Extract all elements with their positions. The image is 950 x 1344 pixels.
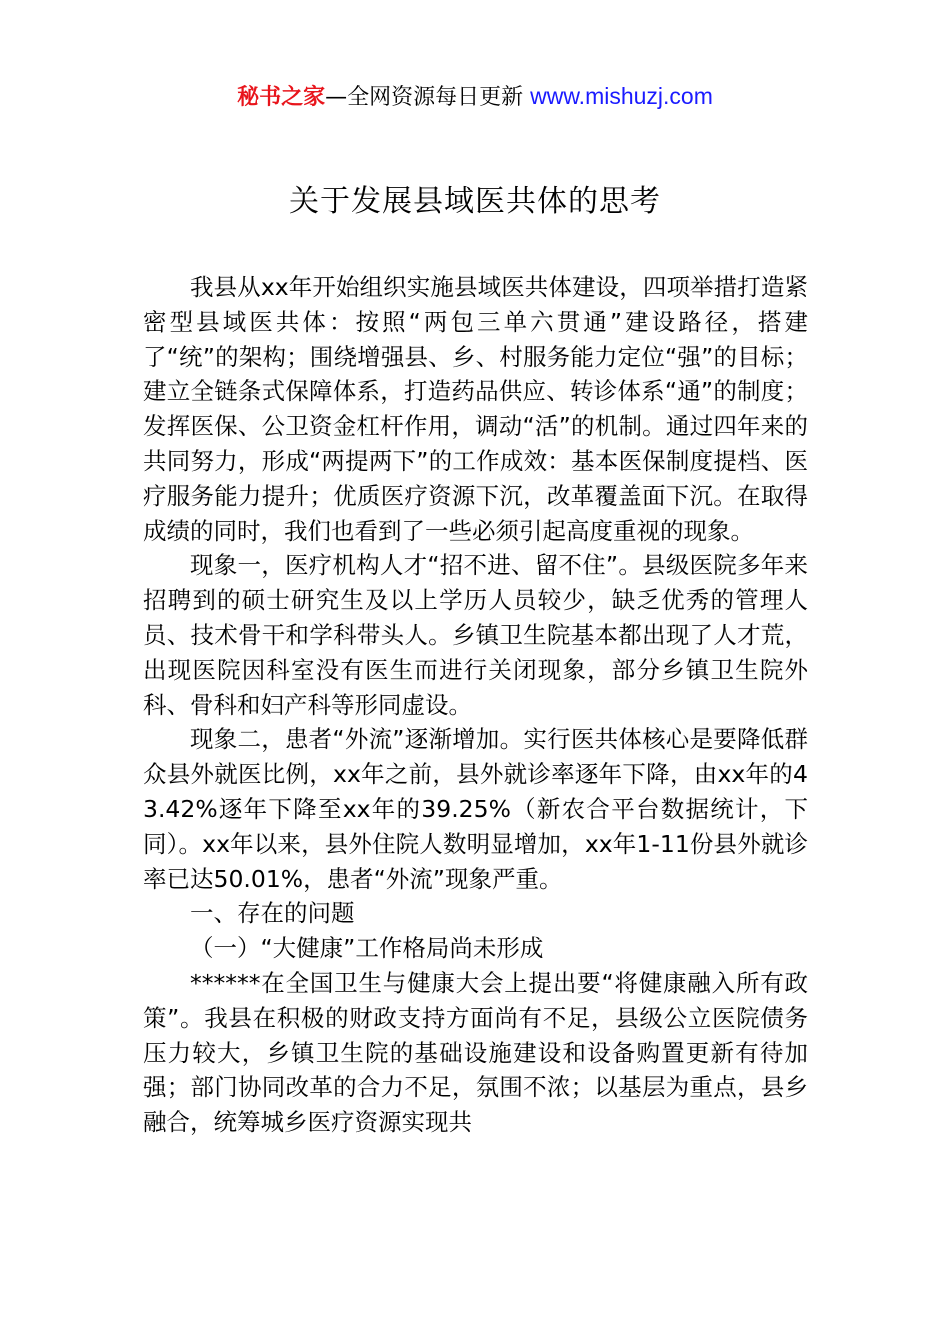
site-url-link[interactable]: www.mishuzj.com [530, 83, 713, 109]
site-brand: 秘书之家 [237, 85, 326, 110]
document-body [143, 270, 808, 1140]
subsection-heading: （一）“大健康”工作格局尚未形成 [190, 934, 544, 963]
paragraph-phenomenon-one: 现象一，医疗机构人才“招不进、留不住”。县级医院多年来招聘到的硕士研究生及以上学历人员较少，缺乏优秀的管理人员、技术骨干和学科带头人。乡镇卫生院基本都出现了人才荒，出现医院因科室没有医生而进行关闭现象，部分乡镇卫生院外科、骨科和妇产科等形同虚设。 [143, 551, 808, 719]
site-tagline: —全网资源每日更新 [325, 85, 531, 110]
paragraph-intro: 我县从xx年开始组织实施县域医共体建设，四项举措打造紧密型县域医共体：按照“两包三单六贯通”建设路径，搭建了“统”的架构；围绕增强县、乡、村服务能力定位“强”的目标；建立全链条式保障体系，打造药品供应、转诊体系“通”的制度；发挥医保、公卫资金杠杆作用，调动“活”的机制。通过四年来的共同努力，形成“两提两下”的工作成效：基本医保制度提档、医疗服务能力提升；优质医疗资源下沉，改革覆盖面下沉。在取得成绩的同时，我们也看到了一些必须引起高度重视的现象。 [143, 273, 808, 545]
paragraph-section-one: ******在全国卫生与健康大会上提出要“将健康融入所有政策”。我县在积极的财政支持方面尚有不足，县级公立医院债务压力较大，乡镇卫生院的基础设施建设和设备购置更新有待加强；部门协同改革的合力不足，氛围不浓；以基层为重点，县乡融合，统筹城乡医疗资源实现共 [143, 968, 808, 1137]
document-title: 关于发展县域医共体的思考 [289, 184, 661, 219]
paragraph-phenomenon-two: 现象二，患者“外流”逐渐增加。实行医共体核心是要降低群众县外就医比例，xx年之前，县外就诊率逐年下降，由xx年的43.42%逐年下降至xx年的39.25%（新农合平台数据统计，下同）。xx年以来，县外住院人数明显增加，xx年1-11份县外就诊率已达50.01%，患者“外流”现象严重。 [143, 725, 808, 893]
section-heading: 一、存在的问题 [190, 899, 355, 928]
site-header [0, 80, 950, 114]
